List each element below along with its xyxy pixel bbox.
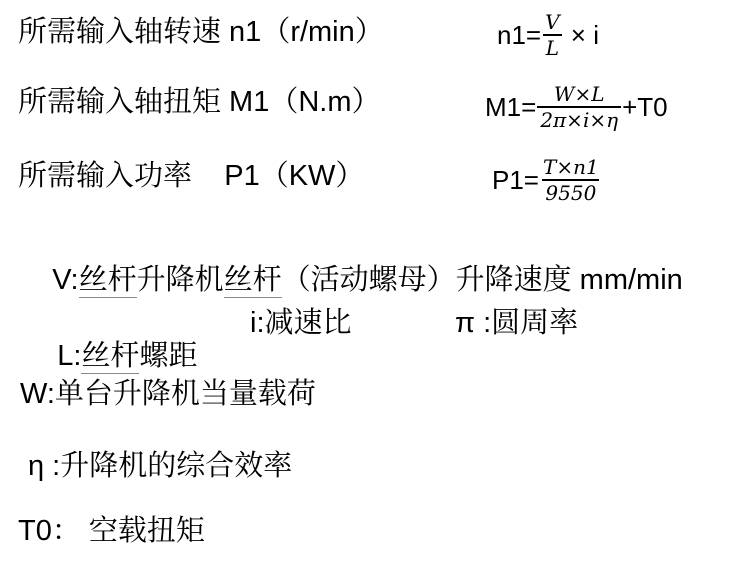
label-input-shaft-speed: 所需输入轴转速 n1（r/min）: [18, 16, 384, 48]
formula-m1-numerator: W×L: [553, 82, 605, 106]
definition-pi: π :圆周率: [455, 307, 579, 339]
definition-v-screw1: 丝杆: [78, 264, 137, 297]
formula-m1-denominator: 2π×i×η: [537, 106, 621, 132]
formula-m1-suffix: +T0: [622, 91, 668, 122]
formula-n1: [497, 8, 599, 62]
formula-m1-lhs: M1=: [485, 91, 537, 122]
label-input-shaft-torque: 所需输入轴扭矩 M1（N.m）: [18, 86, 381, 118]
formula-m1-fraction: [537, 82, 621, 132]
definition-i: i:减速比: [250, 307, 352, 339]
formula-p1: [492, 153, 603, 207]
formula-p1-fraction: [540, 155, 602, 205]
definition-v-screw2: 丝杆: [223, 264, 282, 297]
definition-v-rest: （活动螺母）升降速度 mm/min: [281, 264, 683, 297]
formula-n1-lhs: n1=: [497, 19, 542, 50]
formula-p1-numerator: T×n1: [543, 155, 599, 179]
definition-w: W:单台升降机当量载荷: [20, 378, 316, 410]
formula-p1-denominator: 9550: [542, 179, 599, 205]
formula-n1-suffix: × i: [563, 19, 599, 50]
definition-l-screw: 丝杆: [81, 340, 140, 373]
label-input-power: 所需输入功率 P1（KW）: [18, 160, 365, 192]
definition-v-prefix: V:: [52, 264, 79, 297]
definition-t0: T0： 空载扭矩: [18, 515, 205, 547]
definition-l-prefix: L:: [57, 340, 82, 373]
formula-n1-fraction: [542, 10, 562, 60]
formula-n1-numerator: V: [545, 10, 560, 34]
formula-n1-denominator: L: [543, 34, 562, 60]
formula-p1-lhs: P1=: [492, 164, 539, 195]
definition-v-mid: 升降机: [136, 264, 224, 297]
definition-l-rest: 螺距: [139, 340, 198, 373]
formula-m1: [485, 80, 668, 134]
definition-eta: η :升降机的综合效率: [28, 450, 293, 482]
